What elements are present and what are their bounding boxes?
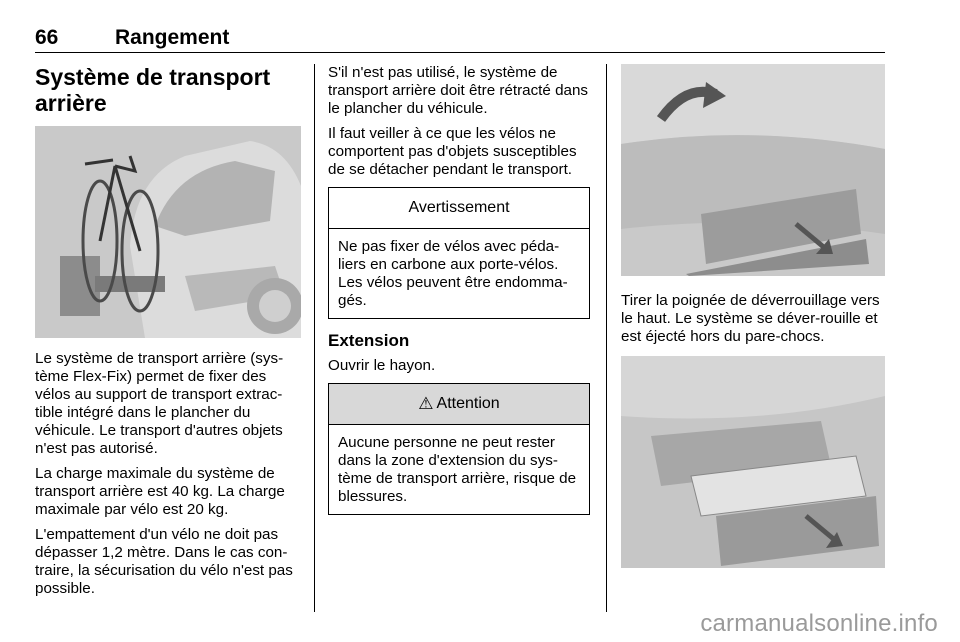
paragraph: S'il n'est pas utilisé, le système de transport arrière doit être rétracté dans le plancher du véhicule. bbox=[328, 64, 588, 117]
chapter-title: Rangement bbox=[115, 26, 230, 49]
warning-triangle-icon: ⚠ bbox=[418, 394, 434, 413]
attention-title: Attention bbox=[436, 395, 500, 412]
caption: Tirer la poignée de déverrouillage vers le haut. Le système se déver-rouille et est éjecté hors du pare-chocs. bbox=[621, 292, 880, 345]
attention-text: Aucune personne ne peut rester dans la zone d'extension du sys-tème de transport arrière, risque de blessures. bbox=[338, 434, 577, 505]
subheading: Extension bbox=[328, 331, 410, 350]
paragraph: Le système de transport arrière (sys-tème Flex-Fix) permet de fixer des vélos au support de transport extrac-tible intégré dans le plancher du véhicule. Le transport d'autres objets n'est pas autorisé. bbox=[35, 350, 284, 457]
warning-box bbox=[328, 187, 590, 319]
paragraph: La charge maximale du système de transport arrière est 40 kg. La charge maximale par vélo est 20 kg. bbox=[35, 465, 285, 518]
page-number: 66 bbox=[35, 26, 59, 49]
page-header bbox=[35, 26, 885, 53]
section-title: Système de transport arrière bbox=[35, 64, 271, 116]
column-right bbox=[621, 64, 885, 568]
bike-carrier-illustration bbox=[35, 126, 301, 338]
watermark: carmanualsonline.info bbox=[700, 610, 938, 637]
bumper-unlock-illustration bbox=[621, 64, 885, 276]
column-left bbox=[35, 64, 301, 605]
column-divider bbox=[314, 64, 315, 612]
carrier-extended-illustration bbox=[621, 356, 885, 568]
warning-text: Ne pas fixer de vélos avec péda-liers en carbone aux porte-vélos. Les vélos peuvent être endomma-gés. bbox=[338, 238, 568, 309]
attention-box bbox=[328, 383, 590, 515]
paragraph: L'empattement d'un vélo ne doit pas dépasser 1,2 mètre. Dans le cas con-traire, la sécurisation du vélo n'est pas possible. bbox=[35, 526, 293, 597]
column-divider bbox=[606, 64, 607, 612]
warning-title: Avertissement bbox=[329, 188, 589, 229]
paragraph: Il faut veiller à ce que les vélos ne comportent pas d'objets susceptibles de se détacher pendant le transport. bbox=[328, 125, 577, 178]
attention-header bbox=[329, 384, 589, 425]
step-text: Ouvrir le hayon. bbox=[328, 357, 436, 374]
column-middle bbox=[328, 64, 590, 523]
